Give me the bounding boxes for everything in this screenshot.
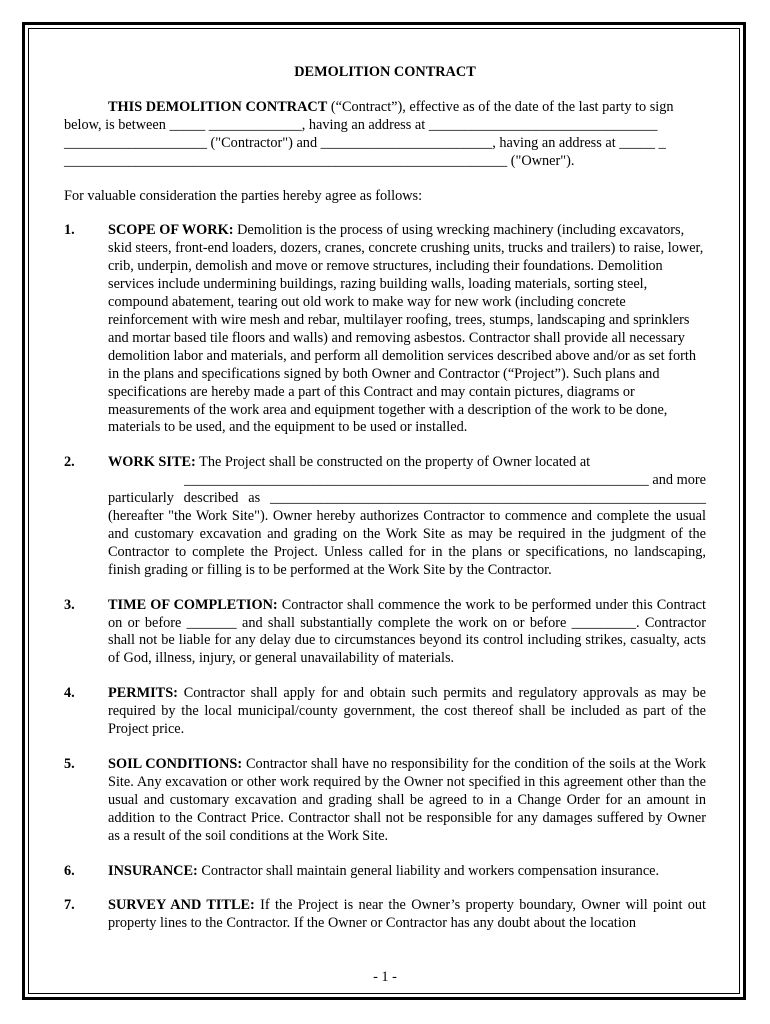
section-text: Demolition is the process of using wrecking machinery (including excavators, skid steers, front-end loaders, dozers, cranes, concrete crushing units, trucks and trailers) to raise, lower, crib, underpin, demolish and move or remove structures, including their foundations. Demolition services include undermining buildings, razing building walls, loading materials, sorting steel, compound abatement, tearing out old work to make way for new work (including concrete reinforcement with wire mesh and rebar, multilayer roofing, trees, stumps, landscaping and sprinklers and mortar based tile floors and walls) and removing asbestos. Contractor shall provide all necessary demolition labor and materials, and perform all demolition services described above and/or as set forth in the plans and specifications signed by both Owner and Contractor (“Project”). Such plans and specifications are hereby made a part of this Contract and may contain pictures, diagrams or measurements of the work area and equipment together with a description of the work to be done, materials to be used, and the equipment to be used or installed. [108,222,704,436]
section-text: The Project shall be constructed on the property of Owner located at [195,454,591,471]
section-text: If the Project is near the Owner’s property boundary, Owner will point out property lines to the Contractor. If the Owner or Contractor has any doubt about the location [108,897,707,932]
section-number: 2. [64,454,75,471]
section-heading: TIME OF COMPLETION: [108,596,278,613]
section-soil-conditions [64,756,706,846]
section-heading: SCOPE OF WORK: [108,222,234,239]
section-number: 7. [64,897,75,914]
section-heading: INSURANCE: [108,862,198,879]
section-number: 5. [64,756,75,772]
section-text: Contractor shall maintain general liability and workers compensation insurance. [197,862,660,879]
intro-paragraph [64,99,706,171]
section-work-site [64,454,706,579]
section-heading: SURVEY AND TITLE: [108,897,255,914]
section-text: Contractor shall commence the work to be performed under this Contract on or before _______ and shall substantially complete the work on or before _________. Contractor shall not be liable for any delay due to circumstances beyond its control including strikes, casualty, acts of God, illness, injury, or general unavailability of materials. [108,596,706,667]
section-heading: PERMITS: [108,685,178,702]
section-number: 1. [64,222,75,239]
section-survey-and-title [64,897,706,933]
intro-lead: THIS DEMOLITION CONTRACT [108,98,328,115]
page-number: - 1 - [373,969,397,985]
section-text: Contractor shall have no responsibility for the condition of the soils at the Work Site. Any excavation or other work required by the Owner not specified in this agreement other than the usual and customary excavation and grading shall be agreed to in a Change Order for an amount in addition to the Contract Price. Contractor shall not be responsible for any damages suffered by Owner as a result of the soil conditions at the Work Site. [108,756,706,844]
section-number: 3. [64,596,75,613]
section-heading: WORK SITE: [108,454,196,471]
section-blank-line: _________________________________________________________________ and more [184,472,706,489]
contract-page [64,64,706,933]
document-title: DEMOLITION CONTRACT [294,64,476,80]
section-number: 6. [64,862,75,879]
section-text-continued: particularly described as _____________________________________________________________ (hereafter "the Work Site"). Owner hereby authorizes Contractor to commence and complete the usual and customary excavation and grading on the Work Site as may be required in the judgment of the Contractor to complete the Project. Unless called for in the plans or specifications, no landscaping, finish grading or filling is to be performed at the Work Site by the Contractor. [108,490,706,578]
intro-text: (“Contract”), effective as of the date of the last party to sign below, is between _____ _____________, having an address at ________________________________ ____________________ ("Contractor") and ________________________, having an address at _____ _ ______________________________________________________________ ("Owner"). [64,98,674,169]
section-permits [64,685,706,739]
section-heading: SOIL CONDITIONS: [108,756,243,772]
section-text: Contractor shall apply for and obtain such permits and regulatory approvals as may be required by the local municipal/county government, the cost thereof shall be included as part of the Project price. [108,685,706,738]
section-scope-of-work [64,222,706,437]
section-insurance [64,863,706,881]
section-time-of-completion [64,597,706,669]
section-number: 4. [64,685,75,702]
consideration-text: For valuable consideration the parties hereby agree as follows: [64,187,423,204]
